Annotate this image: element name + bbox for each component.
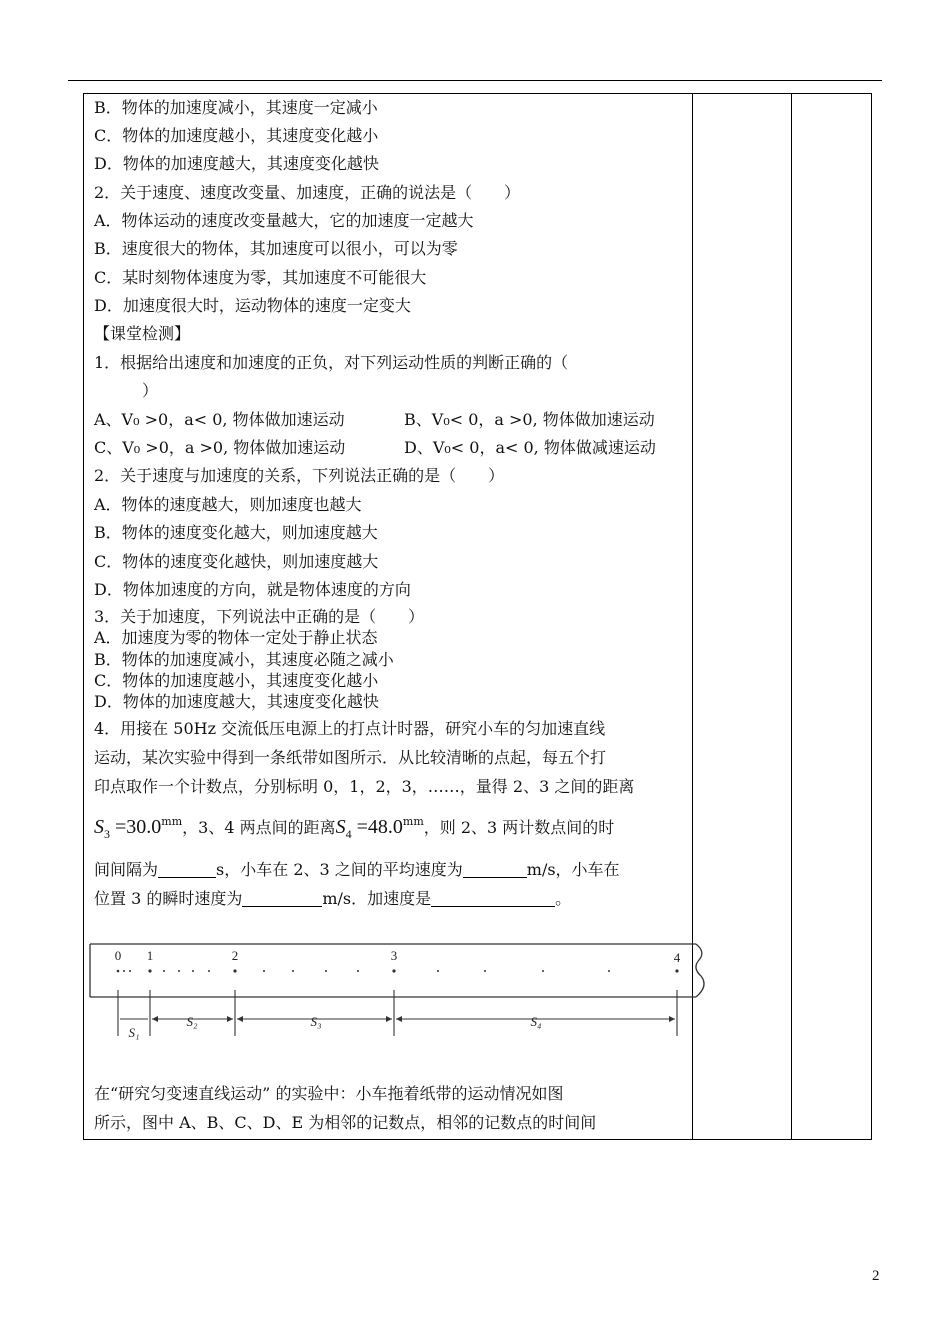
- text-line: 印点取作一个计数点，分别标明 0，1，2，3，……，量得 2、3 之间的距离: [94, 777, 635, 796]
- answer-blank[interactable]: [463, 861, 527, 878]
- s3-formula: $S_3 =30.0$: [94, 816, 162, 841]
- text-line: ）: [142, 381, 159, 400]
- text-line: B．物体的加速度减小，其速度必随之减小: [94, 650, 394, 669]
- segment-label-s1: S₁: [128, 1025, 140, 1040]
- text-line: C．物体的加速度越小，其速度变化越小: [94, 671, 379, 690]
- text-line: D．物体的加速度越大，其速度变化越快: [94, 692, 379, 711]
- point-label-4: 4: [673, 950, 681, 965]
- text-line: 在“研究匀变速直线运动” 的实验中：小车拖着纸带的运动情况如图: [94, 1084, 564, 1103]
- answer-blank[interactable]: [431, 890, 555, 907]
- text-line: D．物体加速度的方向，就是物体速度的方向: [94, 580, 411, 599]
- option-d: D、V₀< 0，a< 0, 物体做减速运动: [404, 438, 656, 457]
- text-line: C．物体的速度变化越快，则加速度越大: [94, 552, 379, 571]
- page-number: 2: [872, 1268, 880, 1284]
- text-line: C．某时刻物体速度为零，其加速度不可能很大: [94, 268, 427, 287]
- text-line: B．物体的速度变化越大，则加速度越大: [94, 523, 378, 542]
- option-a: A、V₀ >0，a< 0, 物体做加速运动: [94, 410, 345, 429]
- point-label-3: 3: [390, 948, 398, 963]
- unit-label: mm: [402, 815, 424, 828]
- text-line: 2．关于速度与加速度的关系，下列说法正确的是（ ）: [94, 466, 505, 485]
- point-label-0: 0: [114, 948, 122, 963]
- point-label-1: 1: [146, 948, 154, 963]
- text-line: 2．关于速度、速度改变量、加速度，正确的说法是（ ）: [94, 183, 521, 202]
- text-line: A．物体运动的速度改变量越大，它的加速度一定越大: [94, 211, 474, 230]
- text-line: 所示，图中 A、B、C、D、E 为相邻的记数点，相邻的记数点的时间间: [94, 1113, 597, 1132]
- option-b: B、V₀< 0，a >0, 物体做加速运动: [404, 410, 655, 429]
- fill-in-line: 位置 3 的瞬时速度为 m/s．加速度是 。: [94, 889, 572, 908]
- text-line: 1．根据给出速度和加速度的正负，对下列运动性质的判断正确的（: [94, 353, 569, 372]
- text-line: C．物体的加速度越小，其速度变化越小: [94, 126, 379, 145]
- text-line: D．物体的加速度越大，其速度变化越快: [94, 154, 379, 173]
- answer-blank[interactable]: [242, 890, 322, 907]
- text-line: 3．关于加速度，下列说法中正确的是（ ）: [94, 607, 425, 626]
- fill-in-line: 间间隔为 s，小车在 2、3 之间的平均速度为 m/s，小车在: [94, 860, 620, 879]
- formula-line: $S_3 =30.0^{mm}$，3、4 两点间的距离$S_4 =48.0^{mm}$，则 2、3 两计数点间的时: [94, 815, 615, 841]
- text-line: A．物体的速度越大，则加速度也越大: [94, 495, 362, 514]
- answer-blank[interactable]: [158, 861, 216, 878]
- text-line: A．加速度为零的物体一定处于静止状态: [94, 628, 378, 647]
- segment-label-s3: S₃: [310, 1014, 322, 1029]
- point-label-2: 2: [231, 948, 239, 963]
- s4-formula: $S_4 =48.0$: [335, 816, 403, 841]
- header-rule: [68, 80, 882, 81]
- segment-label-s4: S₄: [530, 1014, 542, 1029]
- text-line: 4．用接在 50Hz 交流低压电源上的打点计时器，研究小车的匀加速直线: [94, 719, 606, 738]
- unit-label: mm: [161, 815, 183, 828]
- section-heading: 【课堂检测】: [94, 324, 191, 343]
- ticker-tape-diagram: [88, 938, 713, 1078]
- text-line: B．物体的加速度减小，其速度一定减小: [94, 98, 378, 117]
- text-line: D．加速度很大时，运动物体的速度一定变大: [94, 296, 411, 315]
- column-divider: [791, 94, 792, 1139]
- text-line: B．速度很大的物体，其加速度可以很小，可以为零: [94, 239, 458, 258]
- option-c: C、V₀ >0，a >0, 物体做加速运动: [94, 438, 346, 457]
- text-line: 运动，某次实验中得到一条纸带如图所示．从比较清晰的点起，每五个打: [94, 748, 607, 767]
- segment-label-s2: S₂: [186, 1014, 198, 1029]
